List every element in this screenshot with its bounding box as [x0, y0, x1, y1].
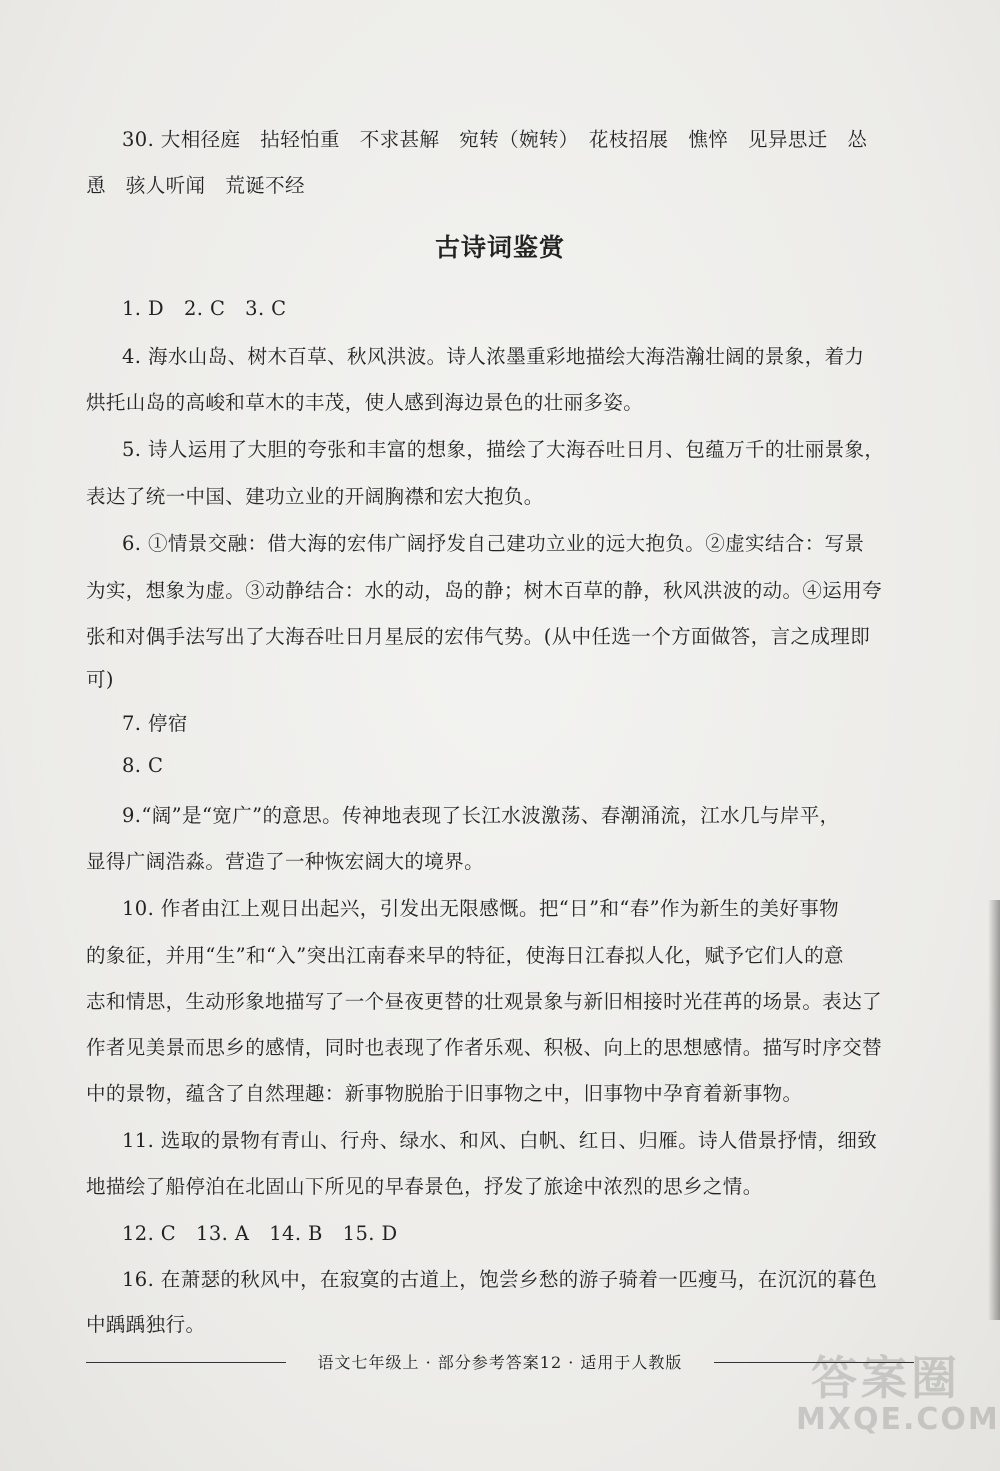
answer-line: 地描绘了船停泊在北固山下所见的早春景色，抒发了旅途中浓烈的思乡之情。 [86, 1175, 763, 1198]
section-title: 古诗词鉴赏 [434, 233, 565, 262]
answer-line: 7. 停宿 [122, 712, 188, 735]
answer-line: 的象征，并用“生”和“入”突出江南春来早的特征，使海日江春拟人化，赋予它们人的意 [86, 944, 844, 967]
answer-line: 显得广阔浩淼。营造了一种恢宏阔大的境界。 [86, 850, 485, 873]
answer-30-line-2: 恿 骇人听闻 荒诞不经 [86, 174, 305, 197]
answer-line: 6. ①情景交融：借大海的宏伟广阔抒发自己建功立业的远大抱负。②虚实结合：写景 [122, 532, 865, 555]
footer-label: 语文七年级上 · 部分参考答案12 · 适用于人教版 [317, 1353, 683, 1372]
answer-line: 志和情思，生动形象地描写了一个昼夜更替的壮观景象与新旧相接时光荏苒的场景。表达了 [86, 990, 883, 1013]
answer-line: 烘托山岛的高峻和草木的丰茂，使人感到海边景色的壮丽多姿。 [86, 391, 644, 414]
answer-line: 4. 海水山岛、树木百草、秋风洪波。诗人浓墨重彩地描绘大海浩瀚壮阔的景象，着力 [122, 345, 865, 368]
answer-line: 张和对偶手法写出了大海吞吐日月星辰的宏伟气势。(从中任选一个方面做答，言之成理即 [86, 625, 871, 648]
answer-line: 9.“阔”是“宽广”的意思。传神地表现了长江水波激荡、春潮涌流，江水几与岸平， [122, 804, 840, 827]
answer-30-line-1: 30. 大相径庭 拈轻怕重 不求甚解 宛转（婉转） 花枝招展 憔悴 见异思迁 怂 [122, 128, 868, 151]
answer-line: 8. C [122, 754, 164, 777]
answer-line: 11. 选取的景物有青山、行舟、绿水、和风、白帆、红日、归雁。诗人借景抒情，细致 [122, 1129, 878, 1152]
answer-line: 16. 在萧瑟的秋风中，在寂寞的古道上，饱尝乡愁的游子骑着一匹瘦马，在沉沉的暮色 [122, 1268, 878, 1291]
answer-line: 1. D 2. C 3. C [122, 297, 287, 320]
binding-shadow [988, 900, 1000, 1320]
watermark-title: 答案圈 [811, 1351, 961, 1405]
watermark-url: MXQE.COM [796, 1402, 1000, 1437]
answer-line: 中踽踽独行。 [86, 1313, 206, 1336]
answer-line: 为实，想象为虚。③动静结合：水的动，岛的静；树木百草的静，秋风洪波的动。④运用夸 [86, 579, 883, 602]
answer-line: 中的景物，蕴含了自然理趣：新事物脱胎于旧事物之中，旧事物中孕育着新事物。 [86, 1082, 803, 1105]
watermark-logo [796, 1351, 1000, 1443]
answer-line: 可) [86, 668, 114, 691]
answer-line: 5. 诗人运用了大胆的夸张和丰富的想象，描绘了大海吞吐日月、包蕴万千的壮丽景象， [122, 438, 885, 461]
answer-line: 表达了统一中国、建功立业的开阔胸襟和宏大抱负。 [86, 485, 544, 508]
answer-line: 作者见美景而思乡的感情，同时也表现了作者乐观、积极、向上的思想感情。描写时序交替 [86, 1036, 883, 1059]
answer-line: 12. C 13. A 14. B 15. D [122, 1222, 398, 1245]
answer-line: 10. 作者由江上观日出起兴，引发出无限感慨。把“日”和“春”作为新生的美好事物 [122, 897, 840, 920]
